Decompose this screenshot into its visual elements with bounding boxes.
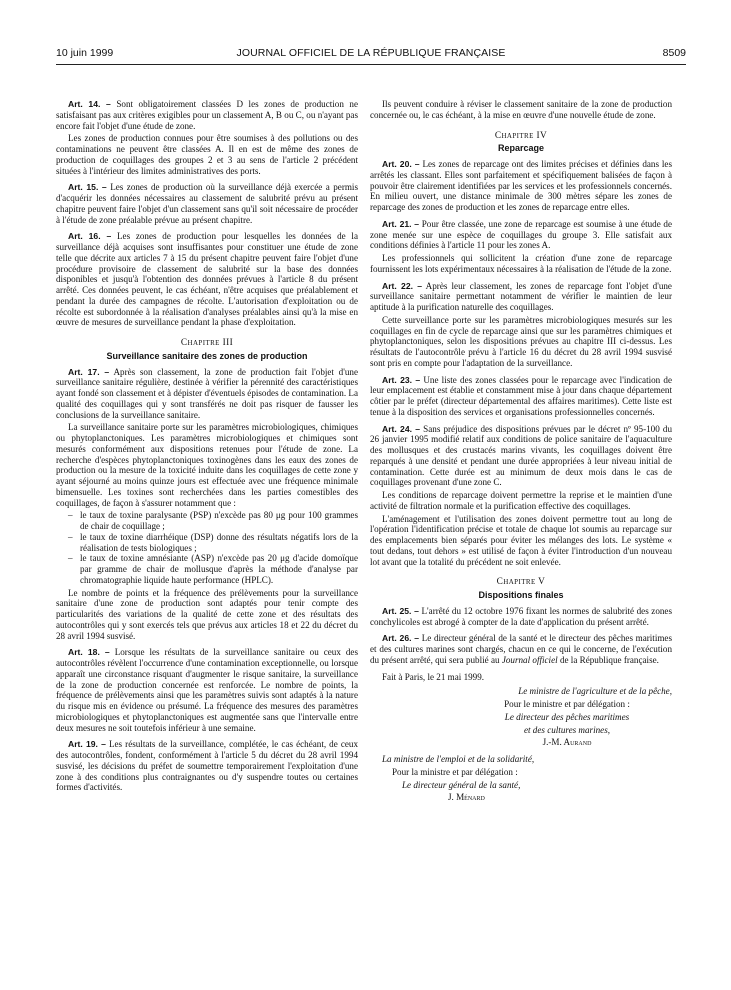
article-label: Art. 14. – [68,99,111,109]
delegation-line: Pour le ministre et par délégation : [504,699,630,709]
article-text: Les zones de production pour lesquelles les données de la surveillance déjà acquises sont insuffisantes pour constituer une étude de zone telle que décrite aux articles 7 à 15 du présent chapitre peuvent faire l'objet d'une procédure provisoire de classement de salubrité sur la base des données disponibles et jusqu'à l'obtention des données prévues à l'article 8 du présent arrêté. Ces données peuvent, le cas échéant, n'être acquises que préalablement et pendant la durée des campagnes de récolte. L'autorisation d'exploitation ou de récolte est subordonnée à la réalisation d'analyses préalables ainsi qu'à la mise en œuvre de mesures de surveillance pendant la phase d'exploitation. [56,231,358,328]
article-17 [56,367,358,421]
article-21 [370,219,672,251]
article-text: Le directeur général de la santé et le directeur des pêches maritimes et des cultures marines sont chargés, chacun en ce qui le concerne, de l'exécution du présent arrêté, qui sera publié au [370,633,672,665]
article-text: Lorsque les résultats de la surveillance sanitaire ou ceux des autocontrôles révèlent l'occurrence d'une contamination exceptionnelle, ou lorsque apparaît une circonstance risquant d'augmenter le risque sanitaire, la surveillance de la zone de production concernée est renforcée. Le nombre de points, la fréquence de prélèvements ainsi que les paramètres suivis sont adaptés à la nature du risque mis en évidence ou présumé. La fréquence des mesures des paramètres microbiologiques et phytoplanctoniques est augmentée sans que l'intervalle entre deux mesures ne soit toutefois inférieur à une semaine. [56,647,358,733]
article-label: Art. 26. – [382,633,420,644]
article-label: Art. 15. – [68,182,107,193]
article-text: Après leur classement, les zones de reparcage font l'objet d'une surveillance sanitaire permettant notamment de vérifier le maintien de leur aptitude à la purification naturelle des coquillages. [370,280,672,312]
article-paragraph: Les zones de production connues pour être soumises à des pollutions ou des contaminations ne peuvent être classées A. Il en est de même des zones de production de coquillages des groupes 2 et 3 au sens de l'article 2 précédent situées à l'intérieur des limites administratives des ports. [56,133,358,176]
list-item: – le taux de toxine paralysante (PSP) n'excède pas 80 μg pour 100 grammes de chair de coquillage ; [68,510,358,531]
list-item: – le taux de toxine diarrhéique (DSP) donne des résultats négatifs lors de la réalisation de tests biologiques ; [68,531,358,553]
chapter-heading: Chapitre III [180,338,234,348]
article-26 [370,633,672,665]
article-label: Art. 16. – [68,231,112,242]
journal-officiel-italic: Journal officiel [501,654,558,665]
chapter-title: Surveillance sanitaire des zones de production [106,350,308,361]
signatory-name: J.-M. Aurand [542,737,592,748]
page-number: 8509 [662,47,686,59]
article-label: Art. 23. – [382,374,421,385]
article-text: Les résultats de la surveillance, complétée, le cas échéant, de ceux des autocontrôles, fondent, conformément à l'article 5 du décret du 28 avril 1994 susvisé, les décisions du préfet de soumettre temporairement l'exploitation d'une zone à des conditions plus contraignantes ou d'y suspendre toutes ou certaines formes d'activités. [56,739,358,793]
article-paragraph: L'aménagement et l'utilisation des zones doivent permettre tout au long de l'opération l'identification précise et totale de chaque lot soumis au reparcage sur des emplacements bien séparés pour éviter les mélanges des lots. Le système « tout dedans, tout dehors » est utilisé de façon à éviter l'introduction d'un nouveau lot avant que la totalité du précédent ne soit enlevée. [370,513,672,567]
article-text: Les zones de production où la surveillance déjà exercée a permis d'acquérir les données nécessaires au classement de salubrité prévu au présent chapitre peuvent faire l'objet d'un classement sans qu'il soit nécessaire de procéder à l'étude de zone préalable prévue au présent chapitre. [56,182,358,225]
header-date: 10 juin 1999 [56,47,114,59]
article-label: Art. 18. – [68,647,110,658]
article-text: Une liste des zones classées pour le reparcage avec l'indication de leur emplacement est établie et constamment mise à jour dans chaque département côtier par le préfet (directeur départemental des affaires maritimes). Cette liste est tenue à la disposition des services et organisations professionnelles concernés. [370,374,672,417]
article-paragraph: Cette surveillance porte sur les paramètres microbiologiques mesurés sur les coquillages en fin de cycle de reparcage ainsi que sur les paramètres chimiques et phytoplanctoniques, selon les dispositions prévues au chapitre III ci-dessus. Les résultats de l'autocontrôle prévu à l'article 16 du décret du 28 avril 1994 susvisé sont pris en compte pour l'adaptation de la surveillance. [370,314,672,368]
article-label: Art. 24. – [382,423,421,434]
chapter-heading: Chapitre IV [494,130,548,141]
article-19 [56,739,358,793]
signatory-name: J. Ménard [448,792,485,803]
article-text: L'arrêté du 12 octobre 1976 fixant les normes de salubrité des zones conchylicoles est abrogé à compter de la date d'application du présent arrêté. [370,605,673,627]
signing-place-date: Fait à Paris, le 21 mai 1999. [382,671,485,682]
article-continuation: Ils peuvent conduire à réviser le classement sanitaire de la zone de production concernée ou, le cas échéant, à la mise en œuvre d'une nouvelle étude de zone. [370,99,672,120]
article-25 [370,606,672,628]
article-paragraph: La surveillance sanitaire porte sur les paramètres microbiologiques, chimiques ou phytoplanctoniques. Les paramètres microbiologiques et chimiques sont mesurés conformément aux dispositions retenues pour l'étude de zone. La recherche d'espèces phytoplanctoniques toxinogènes dans les eaux des zones de production ou la mesure de la toxicité induite dans les coquillages de cette zone y ayant séjourné au moins quinze jours est effectuée avec une fréquence minimale bimensuelle. Les toxines sont recherchées dans les parties comestibles des coquillages, de façon à s'assurer notamment que : [56,422,358,508]
article-text: de la République française. [559,654,659,665]
director-title: Le directeur général de la santé, [402,779,521,790]
article-label: Art. 19. – [68,739,106,750]
article-20 [370,159,672,213]
article-15 [56,182,358,225]
minister-title: La ministre de l'emploi et de la solidarité, [382,754,535,764]
journal-title: JOURNAL OFFICIEL DE LA RÉPUBLIQUE FRANÇAISE [236,47,506,59]
article-text: Après son classement, la zone de production fait l'objet d'une surveillance sanitaire régulière, destinée à vérifier la pérennité des caractéristiques ayant fondé son classement et à dépister d'éventuels épisodes de contamination. La qualité des coquillages qui y sont transférés ne doit pas risquer de fausser les conclusions de la surveillance sanitaire. [56,366,358,420]
article-label: Art. 21. – [382,218,420,229]
article-14 [56,99,358,131]
chapter-title: Reparcage [497,143,545,154]
left-column [56,99,358,795]
article-text: Pour être classée, une zone de reparcage est soumise à une étude de zone menée sur une espèce de coquillages du groupe 3. Elle satisfait aux conditions définies à l'article 11 pour les zones A. [370,218,672,251]
list-item: – le taux de toxine amnésiante (ASP) n'excède pas 20 μg d'acide domoïque par gramme de chair de mollusque d'après la méthode d'analyse par chromatographie liquide haute performance (HPLC). [68,553,358,585]
article-label: Art. 22. – [382,280,423,291]
article-label: Art. 20. – [382,159,420,169]
article-label: Art. 25. – [382,605,419,616]
signature-block-2 [370,754,672,803]
toxin-list [56,510,358,585]
article-16 [56,231,358,328]
article-18 [56,647,358,733]
article-24 [370,424,672,489]
header-rule [56,64,686,65]
director-title: Le directeur des pêches maritimes [504,711,630,722]
article-text: Les zones de reparcage ont des limites précises et définies dans les arrêtés les classant. Elles sont parfaitement et spécifiquement balisées de façon à pouvoir être clairement identifiées par les services et les professionnels concernés. En milieu ouvert, une distance minimale de 300 mètres sépare les zones de reparcage des zones de production et les zones de reparcage entre elles. [370,159,672,212]
page-header [56,47,686,61]
director-title-cont: et des cultures marines, [523,724,611,735]
article-22 [370,281,672,313]
article-text: Sont obligatoirement classées D les zones de production ne satisfaisant pas aux critères exigibles pour un classement A, B ou C, ou n'ayant pas encore fait l'objet d'une étude de zone. [56,99,359,131]
minister-title: Le ministre de l'agriculture et de la pêche, [518,686,672,697]
right-column [370,99,672,805]
chapter-heading: Chapitre V [496,577,546,588]
article-paragraph: Les professionnels qui sollicitent la création d'une zone de reparcage fournissent les lots expérimentaux nécessaires à la réalisation de l'étude de la zone. [370,253,672,274]
article-label: Art. 17. – [68,366,110,377]
article-text: Sans préjudice des dispositions prévues par le décret nº 95-100 du 26 janvier 1995 modifié relatif aux conditions de police sanitaire de l'aquaculture des mollusques et des crustacés marins vivants, les coquillages doivent être reparqués à une densité et pendant une durée appropriées à leur niveau initial de contamination. Cette durée est au minimum de deux mois dans le cas de coquillages provenant d'une zone C. [370,423,672,488]
article-paragraph: Les conditions de reparcage doivent permettre la reprise et le maintien d'une activité de filtration normale et la purification effective des coquillages. [370,490,672,511]
signature-block-1 [370,686,672,748]
chapter-title: Dispositions finales [478,590,564,600]
article-23 [370,375,672,418]
delegation-line: Pour la ministre et par délégation : [392,766,518,777]
article-paragraph: Le nombre de points et la fréquence des prélèvements pour la surveillance sanitaire d'une zone de production sont adaptés pour tenir compte des particularités des variations de la qualité de cette zone et des résultats des autocontrôles qui y sont exercés tels que prévus aux articles 18 et 22 du décret du 28 avril 1994 susvisé. [56,587,358,641]
